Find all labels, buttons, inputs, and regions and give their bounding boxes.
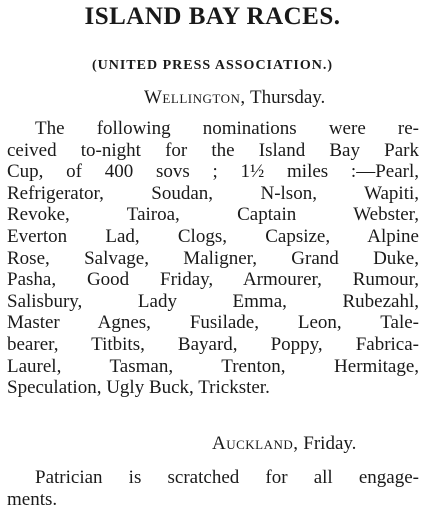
paragraph-line: ceived to-night for the Island Bay Park [7,139,419,161]
paragraph-line: Cup, of 400 sovs ; 1½ miles :—Pearl, [7,161,419,183]
paragraph-line: The following nominations were re- [35,118,419,139]
paragraph-line: Rose, Salvage, Maligner, Grand Duke, [7,247,419,269]
paragraph-line: Patrician is scratched for all engage- [35,467,419,488]
dateline-place: Auckland, [212,433,299,454]
paragraph-line: ments. [7,488,58,510]
dateline-wellington [144,86,325,110]
paragraph-line: Salisbury, Lady Emma, Rubezahl, [7,290,419,312]
paragraph-line: Refrigerator, Soudan, N-lson, Wapiti, [7,182,419,204]
paragraph-line: bearer, Titbits, Bayard, Poppy, Fabrica- [7,333,419,355]
dateline-day: Thursday. [250,87,326,108]
paragraph-line: Everton Lad, Clogs, Capsize, Alpine [7,225,419,247]
dateline-place: Wellington, [144,87,246,108]
paragraph-line: Pasha, Good Friday, Armourer, Rumour, [7,269,419,291]
dateline-day: Friday. [303,433,357,454]
scratching-paragraph [7,467,419,510]
paragraph-line: Laurel, Tasman, Trenton, Hermitage, [7,355,419,377]
nominations-paragraph [7,118,419,399]
source-credit: (UNITED PRESS ASSOCIATION.) [91,58,334,73]
headline: ISLAND BAY RACES. [84,3,341,30]
paragraph-line: Speculation, Ugly Buck, Trickster. [7,377,270,399]
paragraph-line: Revoke, Tairoa, Captain Webster, [7,204,419,226]
paragraph-line: Master Agnes, Fusilade, Leon, Tale- [7,312,419,334]
dateline-auckland [212,432,356,456]
